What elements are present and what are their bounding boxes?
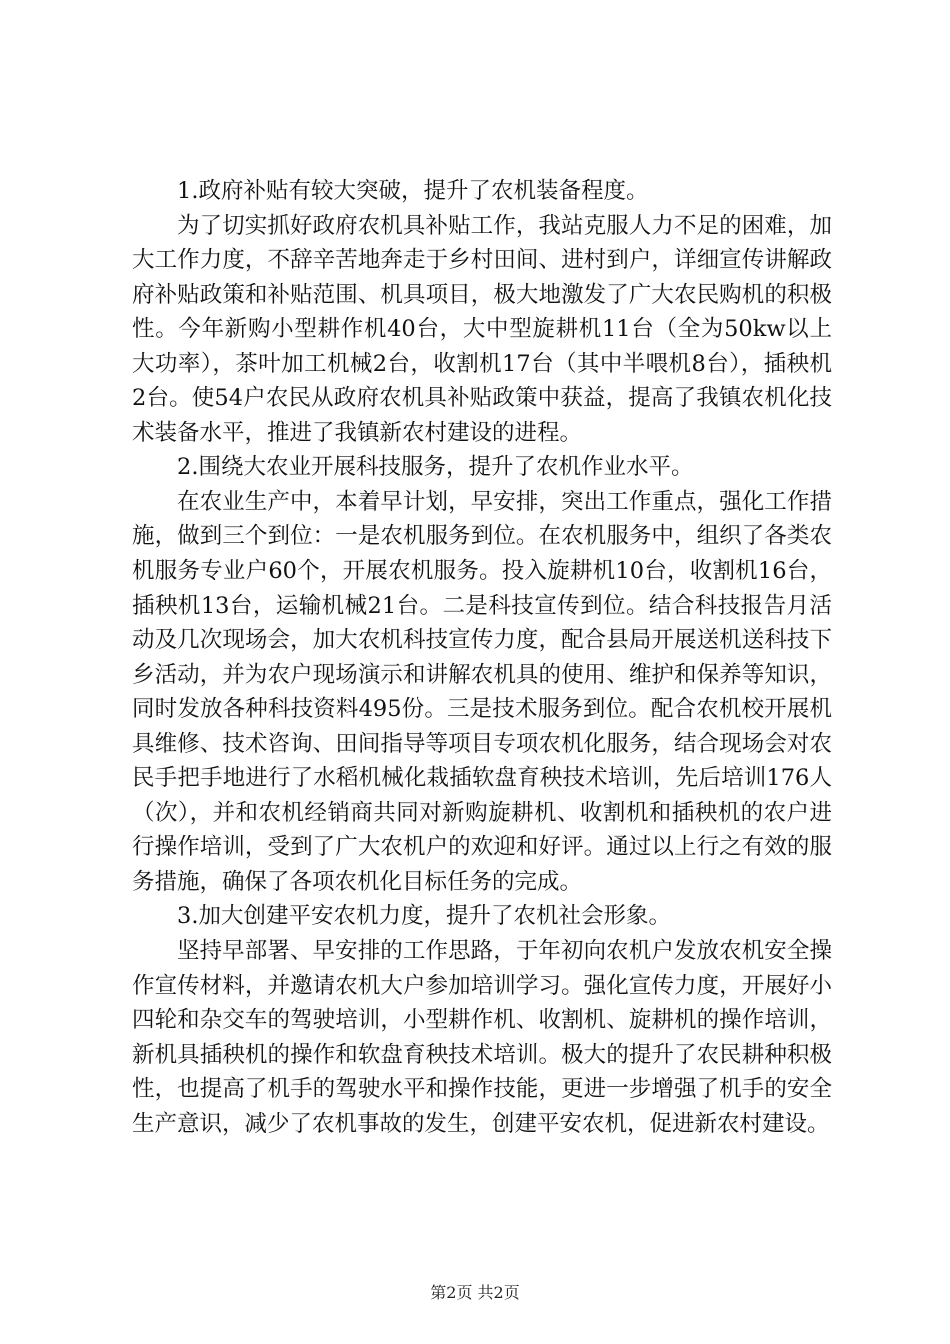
page-number-footer: 第2页 共2页 [430,1283,520,1302]
body-paragraph-3: 坚持早部署、早安排的工作思路，于年初向农机户发放农机安全操作宣传材料，并邀请农机大户参加培训学习。强化宣传力度，开展好小四轮和杂交车的驾驶培训，小型耕作机、收割机、旋耕机的操作培训，新机具插秧机的操作和软盘育秧技术培训。极大的提升了农民耕种积极性，也提高了机手的驾驶水平和操作技能，更进一步增强了机手的安全生产意识，减少了农机事故的发生，创建平安农机，促进新农村建设。 [132,938,832,1137]
document-body [132,174,832,1141]
section-heading-3: 3.加大创建平安农机力度，提升了农机社会形象。 [177,903,671,930]
body-paragraph-2: 在农业生产中，本着早计划，早安排，突出工作重点，强化工作措施，做到三个到位：一是农机服务到位。在农机服务中，组织了各类农机服务专业户60个，开展农机服务。投入旋耕机10台，收割机16台，插秧机13台，运输机械21台。二是科技宣传到位。结合科技报告月活动及几次现场会，加大农机科技宣传力度，配合县局开展送机送科技下乡活动，并为农户现场演示和讲解农机具的使用、维护和保养等知识，同时发放各种科技资料495份。三是技术服务到位。配合农机校开展机具维修、技术咨询、田间指导等项目专项农机化服务，结合现场会对农民手把手地进行了水稻机械化栽插软盘育秧技术培训，先后培训176人（次），并和农机经销商共同对新购旋耕机、收割机和插秧机的农户进行操作培训，受到了广大农机户的欢迎和好评。通过以上行之有效的服务措施，确保了各项农机化目标任务的完成。 [132,488,832,895]
section-heading-2: 2.围绕大农业开展科技服务，提升了农机作业水平。 [177,454,694,481]
body-paragraph-1: 为了切实抓好政府农机具补贴工作，我站克服人力不足的困难，加大工作力度，不辞辛苦地奔走于乡村田间、进村到户，详细宣传讲解政府补贴政策和补贴范围、机具项目，极大地激发了广大农民购机的积极性。今年新购小型耕作机40台，大中型旋耕机11台（全为50kw以上大功率），茶叶加工机械2台，收割机17台（其中半喂机8台），插秧机2台。使54户农民从政府农机具补贴政策中获益，提高了我镇农机化技术装备水平，推进了我镇新农村建设的进程。 [132,212,832,446]
section-heading-1: 1.政府补贴有较大突破，提升了农机装备程度。 [177,178,649,204]
